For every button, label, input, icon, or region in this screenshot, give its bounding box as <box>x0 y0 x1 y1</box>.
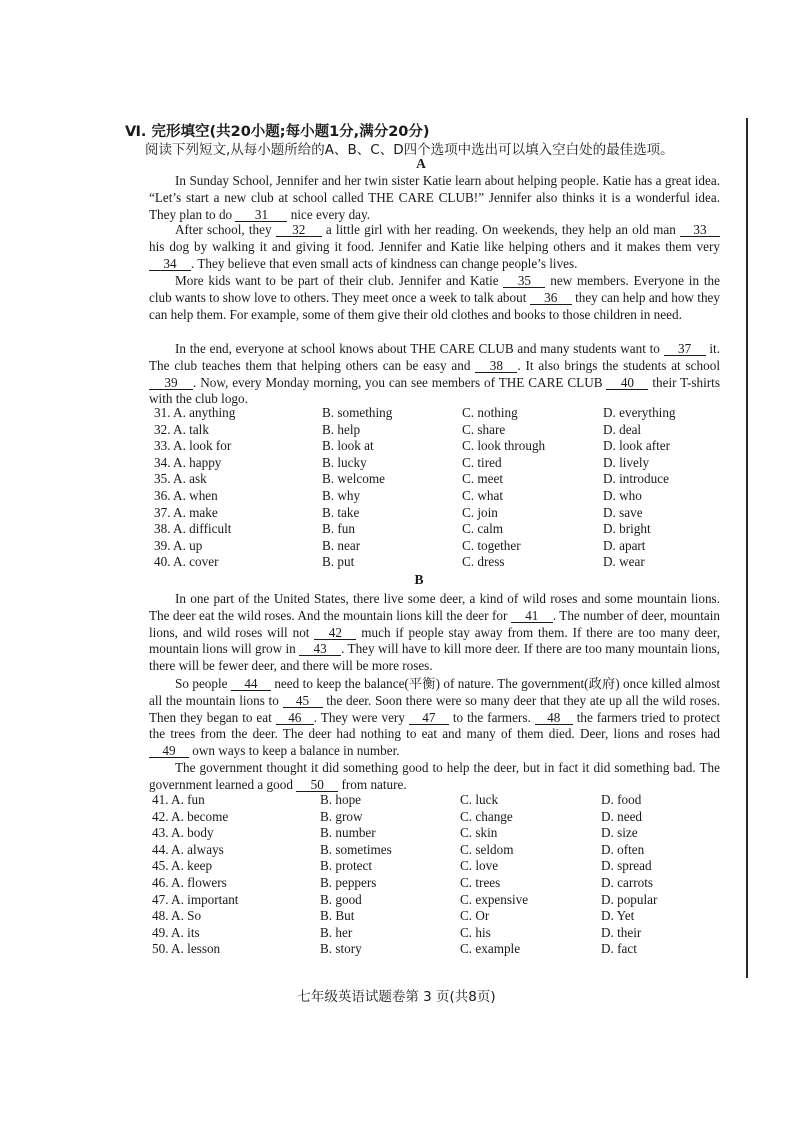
blank-43: 43 <box>299 642 341 656</box>
option-a: 36. A. when <box>154 487 218 503</box>
section-title: Ⅵ. 完形填空(共20小题;每小题1分,满分20分) <box>125 124 430 140</box>
option-row <box>152 792 712 809</box>
option-d: D. bright <box>603 521 651 537</box>
option-c: C. nothing <box>462 405 518 420</box>
option-row <box>154 471 714 488</box>
option-row <box>152 941 712 958</box>
blank-47: 47 <box>409 711 449 725</box>
option-d: D. often <box>601 841 645 857</box>
passage-a-label: A <box>416 156 426 171</box>
option-b: B. lucky <box>322 454 367 470</box>
blank-46: 46 <box>276 711 314 725</box>
option-c: C. what <box>462 487 504 503</box>
text: his dog by walking it and giving it food. Jennifer and Katie like helping others and it makes them very <box>149 238 720 254</box>
option-b: B. help <box>322 421 361 437</box>
option-row <box>154 405 714 422</box>
option-c: C. dress <box>462 554 505 570</box>
blank-48: 48 <box>535 711 573 725</box>
option-b: B. take <box>322 504 360 520</box>
text: . Now, every Monday morning, you can see members of THE CARE CLUB <box>193 374 607 390</box>
blank-45: 45 <box>283 694 323 708</box>
page-footer: 七年级英语试题卷第 3 页(共8页) <box>297 989 496 1005</box>
option-b: B. grow <box>320 808 363 824</box>
option-row <box>154 521 714 538</box>
option-d: D. size <box>601 825 638 841</box>
text: In Sunday School, Jennifer and her twin sister Katie learn about helping people. Katie has a great idea. “Let’s start a new club at school called THE CARE CLUB!” Jennifer also thinks it is a wonderful idea. They plan to do <box>149 173 720 222</box>
passage-b-label: B <box>414 572 424 587</box>
text: . They were very <box>313 709 409 725</box>
option-a: 33. A. look for <box>154 438 232 454</box>
option-d: D. food <box>601 792 642 807</box>
option-a: 48. A. So <box>152 908 202 924</box>
option-b: B. good <box>320 891 362 907</box>
option-row <box>152 825 712 842</box>
blank-49: 49 <box>149 744 189 758</box>
option-a: 34. A. happy <box>154 454 222 470</box>
blank-41: 41 <box>511 609 553 623</box>
option-a: 44. A. always <box>152 841 224 857</box>
option-row <box>154 422 714 439</box>
option-row <box>154 538 714 555</box>
option-b: B. put <box>322 554 355 570</box>
option-d: D. look after <box>603 438 671 454</box>
option-b: B. why <box>322 487 361 503</box>
text: In the end, everyone at school knows about THE CARE CLUB and many students want to <box>175 341 664 356</box>
passage-b-paragraph-2 <box>149 676 720 760</box>
text: So people <box>175 676 231 691</box>
option-row <box>152 842 712 859</box>
option-a: 35. A. ask <box>154 471 207 487</box>
passage-a-paragraph-1 <box>149 173 720 223</box>
option-b: B. hope <box>320 792 362 807</box>
option-a: 47. A. important <box>152 891 239 907</box>
option-d: D. fact <box>601 941 637 957</box>
option-b: B. number <box>320 825 376 841</box>
text: much if people stay away from them. If there are too many deer, mountain lions will grow in <box>149 624 720 657</box>
option-d: D. carrots <box>601 874 653 890</box>
option-a: 37. A. make <box>154 504 218 520</box>
blank-36: 36 <box>530 291 572 305</box>
text: . It also brings the students at school <box>517 357 720 373</box>
text: their T-shirts with the club logo. <box>149 374 720 407</box>
option-d: D. popular <box>601 891 658 907</box>
option-row <box>154 488 714 505</box>
text: the farmers tried to protect the trees from the deer. The deer had nothing to eat and many of them died. Deer, lions and roses had <box>149 709 720 742</box>
passage-a-paragraph-3 <box>149 273 720 323</box>
text: from nature. <box>338 776 407 792</box>
option-c: C. seldom <box>460 841 514 857</box>
option-b: B. sometimes <box>320 841 392 857</box>
option-row <box>154 505 714 522</box>
option-c: C. join <box>462 504 498 520</box>
option-b: B. something <box>322 405 393 420</box>
blank-33: 33 <box>680 223 720 237</box>
option-a: 45. A. keep <box>152 858 213 874</box>
text: More kids want to be part of their club. Jennifer and Katie <box>175 273 504 288</box>
option-d: D. their <box>601 924 642 940</box>
blank-42: 42 <box>314 626 356 640</box>
option-c: C. meet <box>462 471 504 487</box>
text: The government thought it did something good to help the deer, but in fact it did something bad. The government learned a good <box>149 760 720 792</box>
text: In one part of the United States, there live some deer, a kind of wild roses and some mountain lions. The deer eat the wild roses. And the mountain lions kill the deer for <box>149 591 720 623</box>
option-row <box>152 908 712 925</box>
option-a: 31. A. anything <box>154 405 236 420</box>
option-a: 41. A. fun <box>152 792 205 807</box>
passage-a-options <box>154 405 714 571</box>
option-c: C. his <box>460 924 491 940</box>
blank-44: 44 <box>231 677 271 691</box>
option-c: C. change <box>460 808 513 824</box>
option-row <box>152 892 712 909</box>
option-row <box>154 438 714 455</box>
option-d: D. apart <box>603 537 646 553</box>
section-instruction: 阅读下列短文,从每小题所给的A、B、C、D四个选项中选出可以填入空白处的最佳选项。 <box>145 142 674 158</box>
option-a: 43. A. body <box>152 825 214 841</box>
option-c: C. skin <box>460 825 498 841</box>
option-d: D. need <box>601 808 643 824</box>
option-d: D. introduce <box>603 471 669 487</box>
option-c: C. together <box>462 537 521 553</box>
option-row <box>152 925 712 942</box>
option-b: B. peppers <box>320 874 377 890</box>
option-b: B. her <box>320 924 353 940</box>
text: to the farmers. <box>448 709 535 725</box>
option-d: D. Yet <box>601 908 635 924</box>
option-d: D. deal <box>603 421 642 437</box>
option-d: D. everything <box>603 405 676 420</box>
passage-b-paragraph-3 <box>149 760 720 794</box>
option-a: 50. A. lesson <box>152 941 221 957</box>
option-a: 39. A. up <box>154 537 203 553</box>
option-row <box>152 858 712 875</box>
option-c: C. calm <box>462 521 504 537</box>
option-row <box>152 809 712 826</box>
text: the deer. Soon there were so many deer that they ate up all the wild roses. Then they began to eat <box>149 692 720 725</box>
blank-34: 34 <box>149 257 191 271</box>
option-d: D. save <box>603 504 643 520</box>
option-d: D. who <box>603 487 642 503</box>
option-d: D. spread <box>601 858 652 874</box>
text: . The number of deer, mountain lions, and wild roses will not <box>149 607 721 640</box>
option-d: D. wear <box>603 554 645 570</box>
text: it. The club teaches them that helping others can be easy and <box>149 341 720 373</box>
option-b: B. look at <box>322 438 374 454</box>
option-a: 32. A. talk <box>154 421 209 437</box>
blank-31: 31 <box>235 208 287 222</box>
blank-39: 39 <box>149 376 193 390</box>
text: need to keep the balance(平衡) of nature. The government(政府) once killed almost all the mountain lions to <box>149 676 720 708</box>
blank-50: 50 <box>296 778 338 792</box>
text: they can help and how they can help them. For example, some of them give their old clothes and books to those children in need. <box>149 289 720 322</box>
text: own ways to keep a balance in number. <box>189 743 400 759</box>
vertical-rule <box>746 118 748 978</box>
text: a little girl with her reading. On weekends, they help an old man <box>321 222 680 237</box>
blank-37: 37 <box>664 342 706 356</box>
passage-b-paragraph-1 <box>149 591 720 675</box>
option-c: C. Or <box>460 908 490 924</box>
option-c: C. trees <box>460 874 501 890</box>
blank-38: 38 <box>475 359 517 373</box>
passage-a-paragraph-4 <box>149 341 720 408</box>
option-c: C. share <box>462 421 506 437</box>
blank-40: 40 <box>606 376 648 390</box>
text: After school, they <box>175 222 276 237</box>
passage-b-options <box>152 792 712 958</box>
option-a: 40. A. cover <box>154 554 219 570</box>
option-c: C. example <box>460 941 521 957</box>
option-b: B. near <box>322 537 361 553</box>
blank-32: 32 <box>276 223 322 237</box>
option-row <box>154 554 714 571</box>
option-c: C. luck <box>460 792 499 807</box>
text: nice every day. <box>287 206 371 222</box>
option-b: B. fun <box>322 521 355 537</box>
option-c: C. tired <box>462 454 502 470</box>
text: . They will have to kill more deer. If there are too many mountain lions, there will be fewer deer, and there will be more roses. <box>149 641 720 674</box>
option-row <box>154 455 714 472</box>
option-b: B. But <box>320 908 355 924</box>
option-b: B. protect <box>320 858 373 874</box>
text: . They believe that even small acts of kindness can change people’s lives. <box>191 255 578 271</box>
option-d: D. lively <box>603 454 650 470</box>
passage-a-paragraph-2 <box>149 222 720 272</box>
option-c: C. look through <box>462 438 546 454</box>
option-c: C. love <box>460 858 499 874</box>
option-a: 46. A. flowers <box>152 874 227 890</box>
option-a: 38. A. difficult <box>154 521 232 537</box>
blank-35: 35 <box>503 274 545 288</box>
option-a: 49. A. its <box>152 924 200 940</box>
option-b: B. welcome <box>322 471 385 487</box>
option-a: 42. A. become <box>152 808 229 824</box>
option-c: C. expensive <box>460 891 529 907</box>
option-b: B. story <box>320 941 362 957</box>
text: new members. Everyone in the club wants to show love to others. They meet once a week to talk about <box>149 273 720 305</box>
option-row <box>152 875 712 892</box>
